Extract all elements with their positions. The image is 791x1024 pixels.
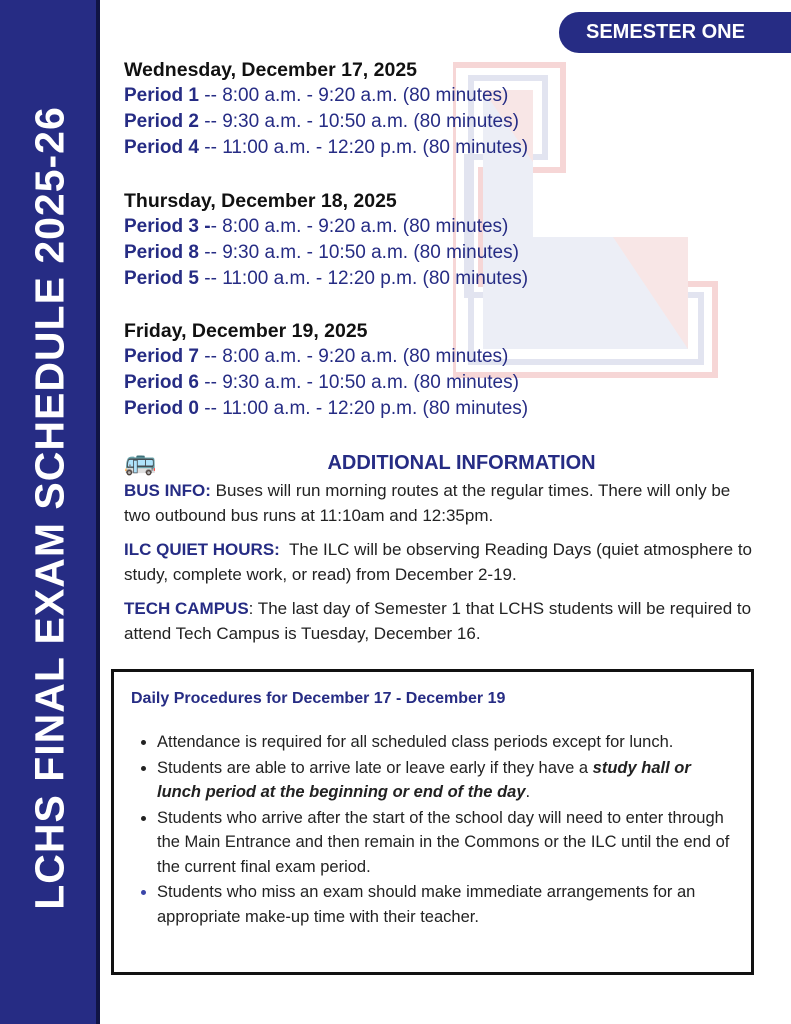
day-date: Friday, December 19, 2025: [124, 320, 368, 342]
bus-info: BUS INFO: Buses will run morning routes at the regular times. There will only be two outbound bus runs at 11:10am and 12:35pm.: [124, 481, 731, 525]
day-friday: [124, 318, 528, 422]
period-row: Period 5 -- 11:00 a.m. - 12:20 p.m. (80 minutes): [124, 268, 529, 289]
list-item: • Students who miss an exam should make immediate arrangements for an appropriate make-up time with their teacher.: [157, 880, 733, 929]
period-row: Period 4 -- 11:00 a.m. - 12:20 p.m. (80 minutes): [124, 137, 529, 158]
section-heading: ADDITIONAL INFORMATION: [327, 452, 596, 474]
period-row: Period 7 -- 8:00 a.m. - 9:20 a.m. (80 minutes): [124, 346, 509, 367]
procedures-list: [157, 730, 733, 929]
period-row: Period 2 -- 9:30 a.m. - 10:50 a.m. (80 minutes): [124, 111, 519, 132]
school-bus-icon: 🚌: [124, 446, 157, 476]
additional-information: [124, 446, 757, 655]
day-date: Wednesday, December 17, 2025: [124, 59, 418, 81]
list-item: • Attendance is required for all scheduled class periods except for lunch.: [157, 730, 733, 755]
page-title: LCHS FINAL EXAM SCHEDULE 2025-26: [26, 106, 73, 910]
period-row: Period 8 -- 9:30 a.m. - 10:50 a.m. (80 minutes): [124, 242, 519, 263]
sidebar: [0, 0, 100, 1024]
list-item: • Students who arrive after the start of the school day will need to enter through the Main Entrance and then remain in the Commons or the ILC until the end of the current final exam period.: [157, 806, 733, 880]
tech-campus: TECH CAMPUS: The last day of Semester 1 that LCHS students will be required to attend Tech Campus is Tuesday, December 16.: [124, 599, 752, 643]
ilc-quiet-hours: ILC QUIET HOURS: The ILC will be observing Reading Days (quiet atmosphere to study, complete work, or read) from December 2-19.: [124, 540, 757, 584]
list-item: • Students are able to arrive late or leave early if they have a study hall or lunch period at the beginning or end of the day.: [157, 756, 733, 805]
day-wednesday: [124, 57, 528, 161]
day-thursday: [124, 188, 528, 292]
daily-procedures-box: [111, 669, 754, 975]
procedures-title: Daily Procedures for December 17 - December 19: [131, 690, 506, 707]
day-date: Thursday, December 18, 2025: [124, 190, 397, 212]
period-row: Period 6 -- 9:30 a.m. - 10:50 a.m. (80 minutes): [124, 372, 519, 393]
period-row: Period 1 -- 8:00 a.m. - 9:20 a.m. (80 minutes): [124, 85, 509, 106]
period-row: Period 0 -- 11:00 a.m. - 12:20 p.m. (80 minutes): [124, 398, 529, 419]
period-row: Period 3 -- 8:00 a.m. - 9:20 a.m. (80 minutes): [124, 216, 509, 237]
semester-badge: SEMESTER ONE: [559, 12, 791, 53]
